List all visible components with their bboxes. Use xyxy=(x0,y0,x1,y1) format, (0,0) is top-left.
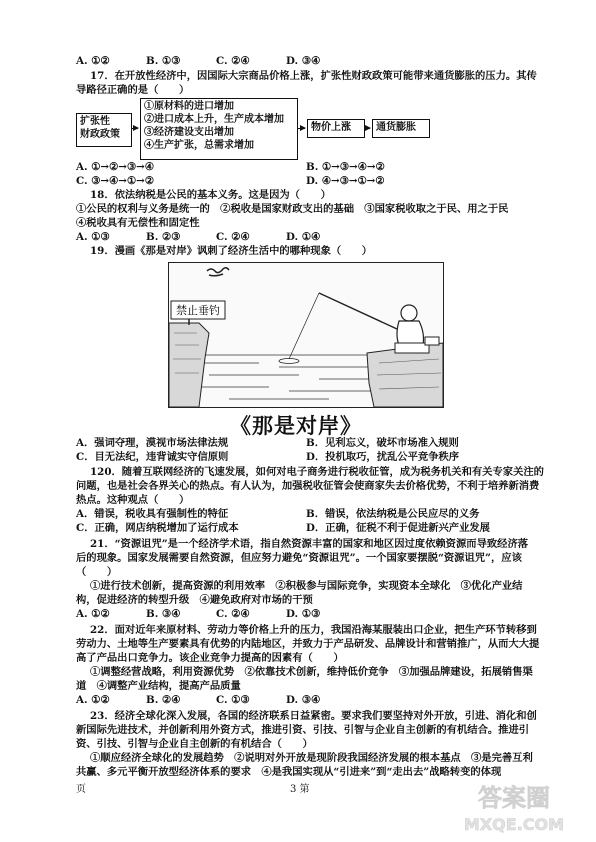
watermark-line1: 答案圈 xyxy=(478,784,550,812)
q20-option-b: B．错误，依法纳税是公民应尽的义务 xyxy=(306,508,480,520)
q17-step-2: ②进口成本上升，生产成本增加 xyxy=(144,114,284,125)
q17-options-row2 xyxy=(76,174,385,188)
q23-line3: 资、引技、引智与企业自主创新的有机结合（ ） xyxy=(76,738,313,750)
watermark-line2: MXQE.COM xyxy=(463,815,565,834)
q17-stem-line1: 17．在开放性经济中，因国际大宗商品价格上涨，扩张性财政政策可能带来通货膨胀的压力。其传 xyxy=(90,70,537,82)
q19-stem: 19．漫画《那是对岸》讽刺了经济生活中的哪种现象（ ） xyxy=(90,245,373,257)
q20-options-row2 xyxy=(76,521,490,535)
q17-inflation-box: 通货膨胀 xyxy=(372,119,430,138)
q17-arrow-2 xyxy=(297,128,305,129)
watermark-graphic xyxy=(444,776,584,836)
q17-step-3: ③经济建设支出增加 xyxy=(144,127,234,138)
q17-stem-line2: 导路径正确的是（ ） xyxy=(76,84,190,96)
q19-options-row2 xyxy=(76,450,459,464)
q22-line4: ①调整经营战略，利用资源优势 ②依靠技术创新，维持低价竞争 ③加强品牌建设，拓展销售渠 xyxy=(90,666,533,678)
q18-option-c: C. ②④ xyxy=(216,231,250,243)
q21-option-a: A. ①② xyxy=(76,608,110,620)
q21-options xyxy=(76,607,356,621)
q19-cartoon-title: 《那是对岸》 xyxy=(230,413,362,438)
q21-option-d: D. ①③ xyxy=(286,608,321,620)
q17-step-4: ④生产扩张，总需求增加 xyxy=(144,140,254,151)
q22-options xyxy=(76,693,356,707)
q18-option-a: A. ①③ xyxy=(76,231,110,243)
q21-line2: 后的现象。国家发展需要自然资源，但应努力避免“资源诅咒”。一个国家要摆脱“资源诅咒”，应该 xyxy=(76,552,522,564)
q23-line1: 23．经济全球化深入发展，各国的经济联系日益紧密。要求我们要坚持对外开放，引进、消化和创 xyxy=(90,710,537,722)
q20-line3: 热点。这种观点（ ） xyxy=(76,494,190,506)
cartoon-drawing xyxy=(169,263,443,407)
q19-option-c: C．目无法纪，违背诚实守信原则 xyxy=(76,451,229,463)
q22-line3: 高了产品出口竞争力。该企业竞争力提高的因素有（ ） xyxy=(76,652,344,664)
q17-step-1: ①原材料的进口增加 xyxy=(144,101,234,112)
q17-arrow-3 xyxy=(364,128,370,129)
q22-line1: 22．面对近年来原材料、劳动力等价格上升的压力，我国沿海某服装出口企业，把生产环节转移到 xyxy=(90,624,537,636)
q17-policy-line1: 扩张性 xyxy=(80,116,110,127)
q18-line3: ④税收具有无偿性和固定性 xyxy=(76,217,200,229)
q20-option-c: C．正确，网店纳税增加了运行成本 xyxy=(76,522,239,534)
q21-option-c: C. ②④ xyxy=(216,608,250,620)
q17-policy-box xyxy=(76,113,132,147)
q20-line1: 120．随着互联网经济的飞速发展，如何对电子商务进行税收征管，成为税务机关和有关专家关注的 xyxy=(90,466,544,478)
q23-line4: ①顺应经济全球化的发展趋势 ②说明对外开放是现阶段我国经济发展的根本基点 ③是完善互利 xyxy=(90,752,533,764)
q21-option-b: B. ③④ xyxy=(146,608,181,620)
q16-option-b: B. ①③ xyxy=(146,55,181,67)
q22-option-a: A. ①② xyxy=(76,694,110,706)
q17-option-a: A. ①→②→③→④ xyxy=(76,161,154,173)
q20-option-a: A．错误，税收具有强制性的特征 xyxy=(76,508,229,520)
q19-option-a: A．强词夺理，漠视市场法律法规 xyxy=(76,437,229,449)
q20-line2: 问题，也是社会各界关心的热点。有人认为，加强税收征管会使商家失去价格优势，不利于培养新消费 xyxy=(76,480,540,492)
q19-option-d: D．投机取巧，扰乱公平竞争秩序 xyxy=(306,451,460,463)
q17-steps-box xyxy=(140,98,298,160)
q16-option-d: D. ③④ xyxy=(286,55,321,67)
footer-left: 页 xyxy=(76,784,86,795)
q22-line2: 劳动力、土地等生产要素具有优势的内陆地区，并致力于产品研发、品牌设计和营销推广，从而大大提 xyxy=(76,638,540,650)
q17-options-row1 xyxy=(76,160,385,174)
q16-option-c: C. ②④ xyxy=(216,55,250,67)
q23-line5: 共赢、多元平衡开放型经济体系的要求 ④是我国实现从“引进来”到“走出去”战略转变的体现 xyxy=(76,766,502,778)
sign-text: 禁止垂钓 xyxy=(176,304,220,317)
q22-option-c: C. ①③ xyxy=(216,694,250,706)
q21-line3: （ ） xyxy=(76,566,118,578)
q17-option-c: C. ③→④→①→② xyxy=(76,175,154,187)
q17-policy-line2: 财政政策 xyxy=(80,129,120,140)
q19-cartoon xyxy=(168,262,444,408)
q16-options xyxy=(76,54,356,68)
q17-arrow-1 xyxy=(132,128,138,129)
q18-option-d: D. ①④ xyxy=(286,231,321,243)
q19-option-b: B．见利忘义，破坏市场准入规则 xyxy=(306,437,459,449)
q21-line5: 构，促进经济的转型升级 ④避免政府对市场的干预 xyxy=(76,594,313,606)
q16-option-a: A. ①② xyxy=(76,55,110,67)
q21-line1: 21．“资源诅咒”是一个经济学术语，指自然资源丰富的国家和地区因过度依赖资源而导致经济落 xyxy=(90,538,529,550)
q17-option-b: B. ①→③→④→② xyxy=(306,161,385,173)
q19-options-row1 xyxy=(76,436,459,450)
q22-option-d: D. ③④ xyxy=(286,694,321,706)
q18-option-b: B. ②③ xyxy=(146,231,181,243)
q22-option-b: B. ②④ xyxy=(146,694,181,706)
watermark-logo xyxy=(444,776,584,836)
q21-line4: ①进行技术创新，提高资源的利用效率 ②积极参与国际竞争，实现资本全球化 ③优化产业结 xyxy=(90,580,523,592)
q23-line2: 新国际先进技术，并创新利用外资方式，推进引资、引技、引智与企业自主创新的有机结合。推进引 xyxy=(76,724,530,736)
q17-option-d: D. ④→③→①→② xyxy=(306,175,385,187)
q20-option-d: D．正确，征税不利于促进新兴产业发展 xyxy=(306,522,490,534)
q20-options-row1 xyxy=(76,507,479,521)
q18-options xyxy=(76,230,356,244)
q18-line2: ①公民的权利与义务是统一的 ②税收是国家财政支出的基础 ③国家税收取之于民、用之于民 xyxy=(76,203,509,215)
q22-line5: 道 ④调整产业结构，提高产品质量 xyxy=(76,680,241,692)
q17-price-box: 物价上涨 xyxy=(307,119,365,138)
footer-page-number: 3 第 xyxy=(290,784,310,795)
q18-stem: 18．依法纳税是公民的基本义务。这是因为（ ） xyxy=(90,189,331,201)
